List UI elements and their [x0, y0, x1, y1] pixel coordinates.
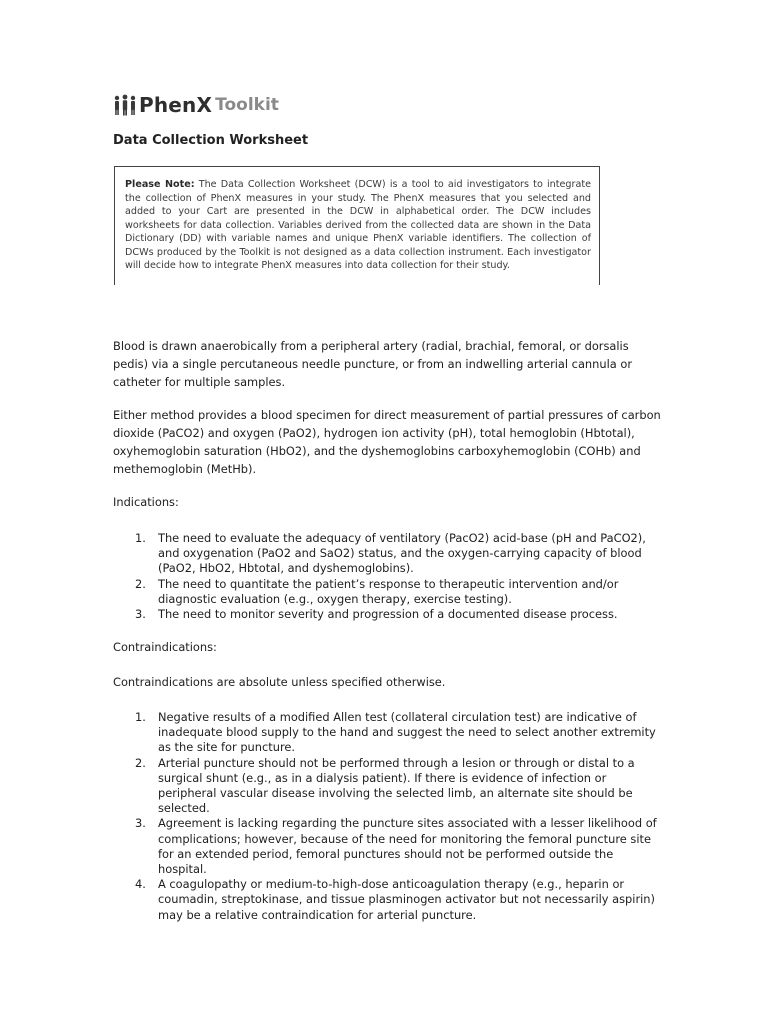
- list-item-number: 2.: [135, 576, 146, 591]
- phenx-toolkit-logo: [113, 93, 279, 117]
- list-item-number: 1.: [135, 710, 146, 724]
- list-item-text: The need to monitor severity and progression of a documented disease process.: [158, 607, 618, 622]
- list-item: [113, 710, 661, 756]
- list-item-number: 3.: [135, 816, 146, 831]
- list-item: [113, 577, 661, 607]
- list-item-number: 1.: [135, 531, 146, 545]
- list-item: [113, 607, 661, 622]
- people-figures-icon: [113, 94, 137, 116]
- list-item-number: 4.: [135, 877, 146, 892]
- note-paragraph: [125, 178, 591, 273]
- indications-list: [113, 531, 661, 622]
- contraindications-heading: Contraindications:: [113, 640, 217, 654]
- list-item-text: The need to quantitate the patient’s response to therapeutic intervention and/or diagnostic evaluation (e.g., oxygen therapy, exercise testing).: [158, 576, 619, 606]
- list-item-text: A coagulopathy or medium-to-high-dose anticoagulation therapy (e.g., heparin or coumadin, streptokinase, and tissue plasminogen activator but not necessarily aspirin) may be a relative contraindication for arterial puncture.: [158, 877, 655, 922]
- logo-product-text: Toolkit: [215, 95, 279, 115]
- note-body: The Data Collection Worksheet (DCW) is a tool to aid investigators to integrate the collection of PhenX measures in your study. The PhenX measures that you selected and added to your Cart are presented in the DCW in alphabetical order. The DCW includes worksheets for data collection. Variables derived from the collected data are shown in the Data Dictionary (DD) with variable names and unique PhenX variable identifiers. The collection of DCWs produced by the Toolkit is not designed as a data collection instrument. Each investigator will decide how to integrate PhenX measures into data collection for their study.: [125, 179, 591, 271]
- page-title: Data Collection Worksheet: [113, 133, 309, 148]
- list-item-number: 3.: [135, 607, 146, 622]
- list-item-text: Agreement is lacking regarding the puncture sites associated with a lesser likelihood of complications; however, because of the need for monitoring the femoral puncture site for an extended period, femoral punctures should not be performed outside the hospital.: [158, 816, 657, 877]
- note-box: [114, 166, 600, 285]
- list-item: [113, 877, 661, 923]
- contraindications-list: [113, 710, 661, 923]
- logo-brand-text: PhenX: [139, 93, 213, 117]
- intro-paragraph: Blood is drawn anaerobically from a peripheral artery (radial, brachial, femoral, or dorsalis pedis) via a single percutaneous needle puncture, or from an indwelling arterial cannula or catheter for multiple samples.: [113, 339, 633, 389]
- list-item-number: 2.: [135, 755, 146, 770]
- list-item-text: The need to evaluate the adequacy of ventilatory (PacO2) acid-base (pH and PaCO2), and oxygenation (PaO2 and SaO2) status, and the oxygen-carrying capacity of blood (PaO2, HbO2, Hbtotal, and dyshemoglobins).: [158, 531, 646, 576]
- list-item: [113, 816, 661, 877]
- measurement-paragraph: Either method provides a blood specimen for direct measurement of partial pressures of carbon dioxide (PaCO2) and oxygen (PaO2), hydrogen ion activity (pH), total hemoglobin (Hbtotal), oxyhemoglobin saturation (HbO2), and the dyshemoglobins carboxyhemoglobin (COHb) and methemoglobin (MetHb).: [113, 408, 661, 476]
- list-item-text: Arterial puncture should not be performed through a lesion or through or distal to a surgical shunt (e.g., as in a dialysis patient). If there is evidence of infection or peripheral vascular disease involving the selected limb, an alternate site should be selected.: [158, 755, 635, 816]
- contraindications-intro: Contraindications are absolute unless specified otherwise.: [113, 675, 446, 689]
- list-item: [113, 531, 661, 577]
- list-item: [113, 756, 661, 817]
- list-item-text: Negative results of a modified Allen test (collateral circulation test) are indicative of inadequate blood supply to the hand and suggest the need to select another extremity as the site for puncture.: [158, 710, 656, 755]
- note-label: Please Note:: [125, 179, 195, 190]
- indications-heading: Indications:: [113, 495, 179, 509]
